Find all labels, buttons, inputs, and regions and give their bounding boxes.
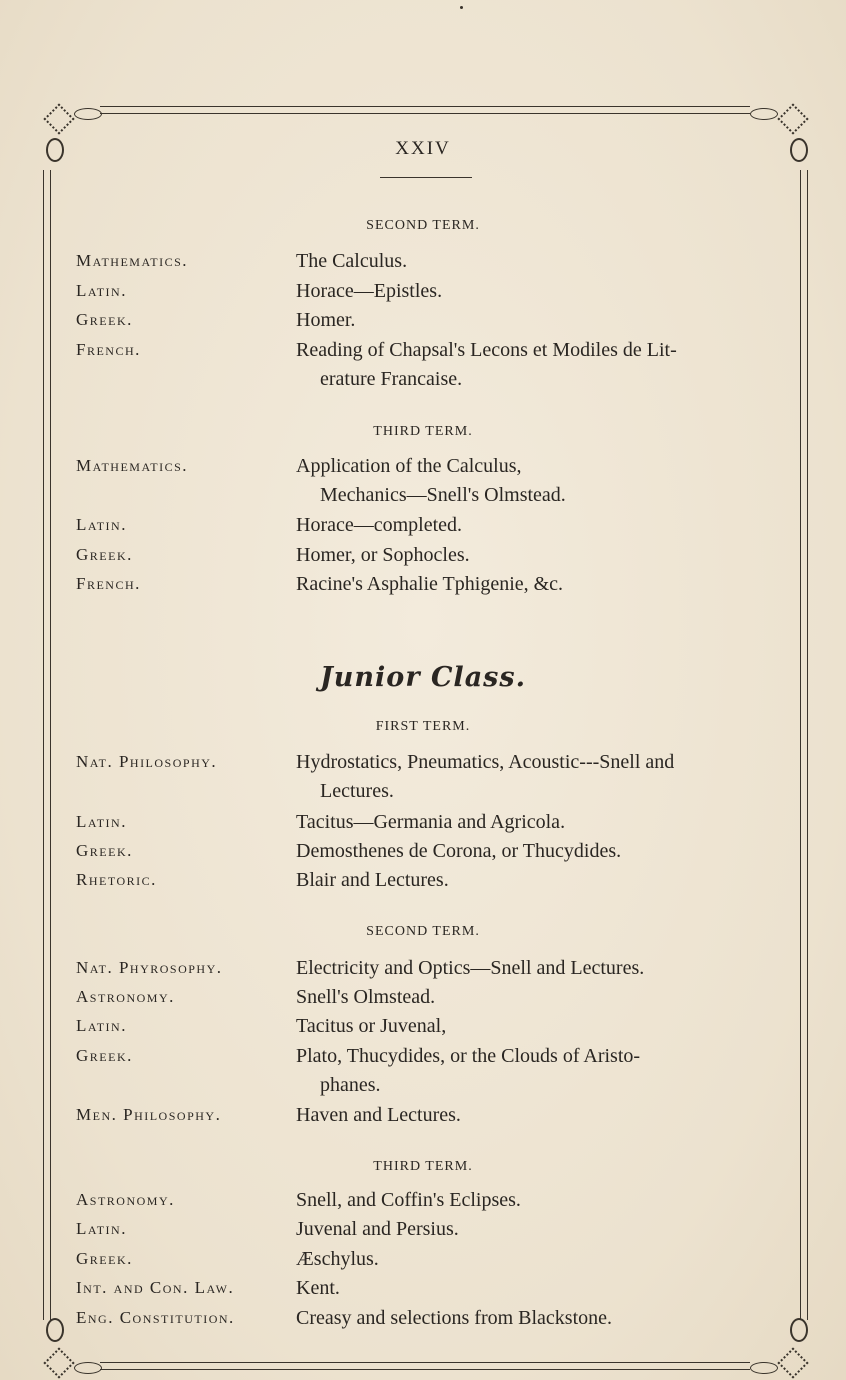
- course-text: Racine's Asphalie Tphigenie, &c.: [296, 573, 564, 595]
- course-subject: Nat. Phyrosophy.: [76, 958, 223, 977]
- term-heading: FIRST TERM.: [375, 719, 471, 734]
- course-text: Haven and Lectures.: [296, 1104, 461, 1126]
- border-bottom: [100, 1362, 750, 1370]
- course-subject: Mathematics.: [76, 251, 189, 270]
- course-subject: Latin.: [76, 812, 127, 831]
- term-heading: SECOND TERM.: [366, 218, 480, 233]
- course-subject: Latin.: [76, 1016, 127, 1035]
- course-text: Demosthenes de Corona, or Thucydides.: [296, 840, 622, 862]
- ink-speck: [460, 6, 463, 9]
- course-subject: Greek.: [76, 545, 133, 564]
- course-subject: French.: [76, 340, 141, 359]
- course-text: Application of the Calculus,: [296, 455, 522, 477]
- course-text: Tacitus—Germania and Agricola.: [296, 811, 566, 833]
- course-text: Creasy and selections from Blackstone.: [296, 1307, 613, 1329]
- border-left: [43, 170, 51, 1320]
- course-subject: Greek.: [76, 1249, 133, 1268]
- course-subject: Latin.: [76, 1219, 127, 1238]
- course-text: Æschylus.: [296, 1248, 379, 1270]
- course-text: Plato, Thucydides, or the Clouds of Aristo-: [296, 1045, 641, 1067]
- course-text: Kent.: [296, 1277, 340, 1299]
- course-text-continued: Lectures.: [320, 780, 394, 802]
- course-text: Hydrostatics, Pneumatics, Acoustic---Snell and: [296, 751, 675, 773]
- course-text-continued: Mechanics—Snell's Olmstead.: [320, 484, 566, 506]
- course-subject: Latin.: [76, 515, 127, 534]
- course-text: The Calculus.: [296, 250, 408, 272]
- page-number-rule: [380, 177, 472, 178]
- course-subject: Mathematics.: [76, 456, 189, 475]
- course-subject: Astronomy.: [76, 1190, 175, 1209]
- course-text: Juvenal and Persius.: [296, 1218, 459, 1240]
- course-subject: Men. Philosophy.: [76, 1105, 222, 1124]
- course-text: Snell, and Coffin's Eclipses.: [296, 1189, 521, 1211]
- course-subject: Astronomy.: [76, 987, 175, 1006]
- term-heading: THIRD TERM.: [373, 1159, 473, 1174]
- border-top: [100, 106, 750, 114]
- course-subject: Greek.: [76, 841, 133, 860]
- page-number: XXIV: [395, 138, 451, 159]
- course-subject: French.: [76, 574, 141, 593]
- course-subject: Latin.: [76, 281, 127, 300]
- course-text-continued: phanes.: [320, 1074, 381, 1096]
- term-heading: THIRD TERM.: [373, 424, 473, 439]
- term-heading: SECOND TERM.: [366, 924, 480, 939]
- course-text: Electricity and Optics—Snell and Lectures.: [296, 957, 645, 979]
- course-text: Horace—Epistles.: [296, 280, 443, 302]
- course-subject: Nat. Philosophy.: [76, 752, 218, 771]
- course-subject: Greek.: [76, 310, 133, 329]
- class-title: Junior Class.: [320, 662, 526, 693]
- course-text: Homer.: [296, 309, 356, 331]
- course-text: Homer, or Sophocles.: [296, 544, 470, 566]
- course-text: Reading of Chapsal's Lecons et Modiles de Lit-: [296, 339, 677, 361]
- course-text: Snell's Olmstead.: [296, 986, 436, 1008]
- course-subject: Eng. Constitution.: [76, 1308, 235, 1327]
- course-subject: Greek.: [76, 1046, 133, 1065]
- course-subject: Int. and Con. Law.: [76, 1278, 235, 1297]
- course-text: Blair and Lectures.: [296, 869, 449, 891]
- course-text: Tacitus or Juvenal,: [296, 1015, 447, 1037]
- course-text-continued: erature Francaise.: [320, 368, 463, 390]
- border-right: [800, 170, 808, 1320]
- course-text: Horace—completed.: [296, 514, 463, 536]
- course-subject: Rhetoric.: [76, 870, 157, 889]
